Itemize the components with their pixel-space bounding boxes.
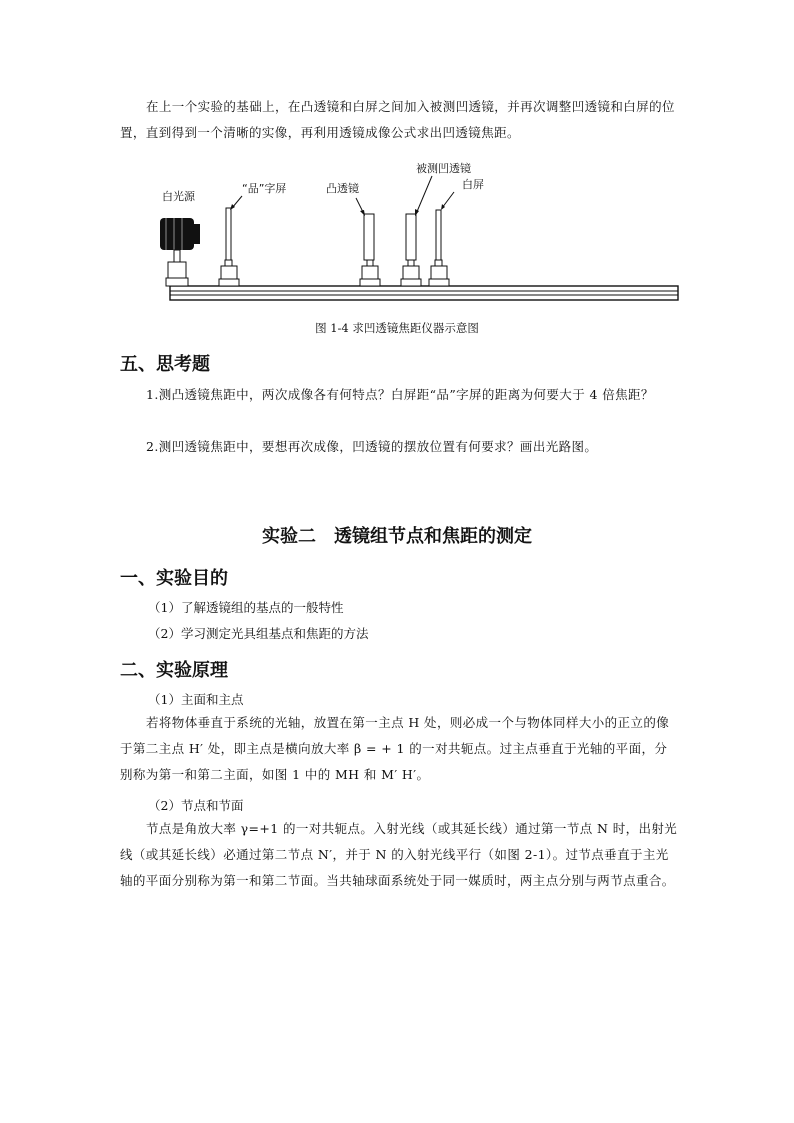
paragraph-nodal-points: 节点是角放大率 γ=+1 的一对共轭点。入射光线（或其延长线）通过第一节点 N 时，出射光线（或其延长线）必通过第二节点 N′，并于 N 的入射光线平行（如图 2-1）。过节点垂直于主光轴的平面分别称为第一和第二节面。当共轴球面系统处于同一媒质时，两主点分别与两节点重合。	[120, 821, 678, 888]
subheading-nodal-points: （2）节点和节面	[148, 798, 244, 813]
intro-paragraph: 在上一个实验的基础上，在凸透镜和白屏之间加入被测凹透镜，并再次调整凹透镜和白屏的位置，直到得到一个清晰的实像，再利用透镜成像公式求出凹透镜焦距。	[120, 99, 675, 140]
light-source-shape	[160, 218, 200, 286]
question-1: 1.测凸透镜焦距中，两次成像各有何特点？白屏距“品”字屏的距离为何要大于 4 倍焦距？	[146, 387, 654, 402]
section1-heading: 一、实验目的	[120, 568, 228, 589]
section5-heading: 五、思考题	[120, 354, 210, 375]
label-light-source: 白光源	[162, 190, 195, 203]
apparatus-figure	[150, 160, 690, 310]
label-concave-lens: 被测凹透镜	[416, 162, 471, 175]
objective-2: （2）学习测定光具组基点和焦距的方法	[148, 626, 369, 641]
object-screen-shape	[219, 196, 242, 286]
subheading-principal-points: （1）主面和主点	[148, 692, 244, 707]
convex-lens-shape	[356, 198, 380, 286]
question-2: 2.测凹透镜焦距中，要想再次成像，凹透镜的摆放位置有何要求？画出光路图。	[146, 439, 598, 454]
figure-caption: 图 1-4 求凹透镜焦距仪器示意图	[315, 321, 479, 335]
objective-1: （1）了解透镜组的基点的一般特性	[148, 600, 344, 615]
white-screen-shape	[429, 192, 454, 286]
paragraph-principal-points: 若将物体垂直于系统的光轴，放置在第一主点 H 处，则必成一个与物体同样大小的正立的像于第二主点 H′ 处，即主点是横向放大率 β = + 1 的一对共轭点。过主点垂直于光轴的平面，分别称为第一和第二主面，如图 1 中的 MH 和 M′ H′。	[120, 715, 670, 782]
section2-heading: 二、实验原理	[120, 660, 228, 681]
experiment2-title: 实验二 透镜组节点和焦距的测定	[262, 526, 532, 547]
label-object-screen: “品”字屏	[242, 182, 287, 195]
label-white-screen: 白屏	[462, 178, 484, 191]
label-convex-lens: 凸透镜	[326, 182, 359, 195]
optical-bench-rail	[170, 286, 678, 300]
concave-lens-shape	[401, 176, 432, 286]
